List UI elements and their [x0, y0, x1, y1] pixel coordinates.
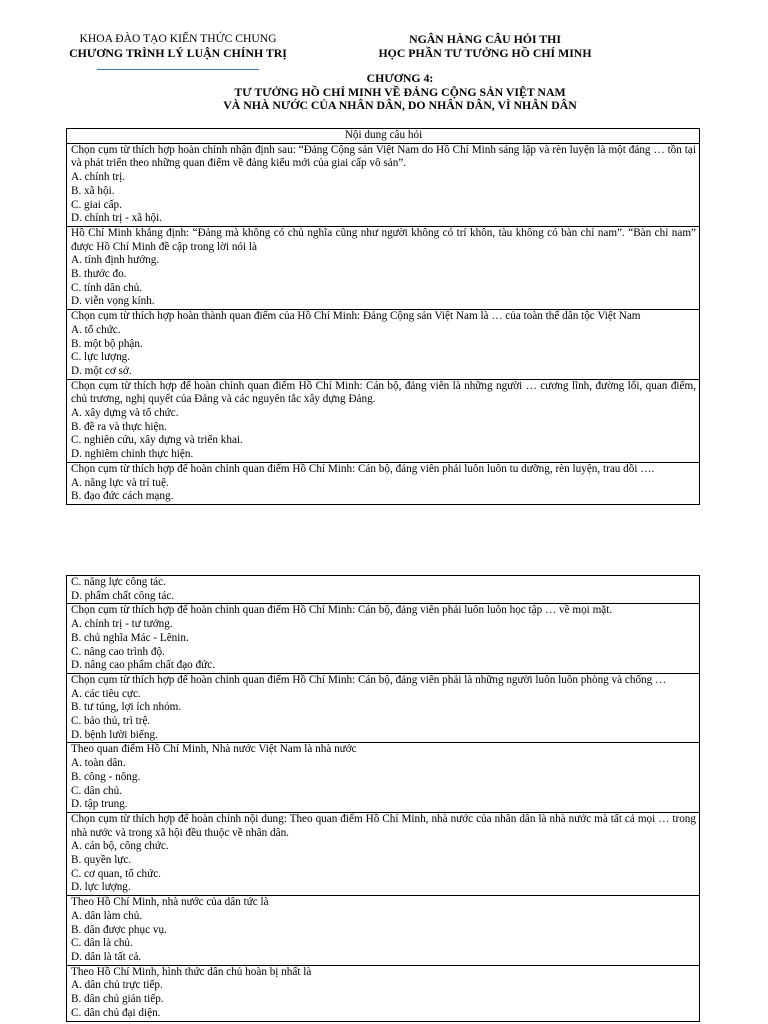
question-cell: [67, 379, 700, 462]
answer-option: B. công - nông.: [71, 770, 141, 783]
question-row: [67, 896, 700, 966]
question-row: [67, 673, 700, 743]
answer-option: A. năng lực và trí tuệ.: [71, 476, 169, 489]
answer-option: B. đề ra và thực hiện.: [71, 420, 167, 433]
answer-option: A. cán bộ, công chức.: [71, 840, 169, 853]
header-underline: [97, 69, 259, 70]
question-row: [67, 576, 700, 604]
answer-option: C. nghiên cứu, xây dựng và triển khai.: [71, 434, 243, 447]
answer-option: D. nghiêm chỉnh thực hiện.: [71, 448, 194, 461]
question-text: Chọn cụm từ thích hợp để hoàn chỉnh quan điểm Hồ Chí Minh: Cán bộ, đảng viên phải luôn luôn học tập … về mọi mặt.: [71, 604, 613, 617]
answer-option: B. chủ nghĩa Mác - Lênin.: [71, 631, 189, 644]
answer-option: B. quyền lực.: [71, 854, 132, 867]
question-cell: [67, 965, 700, 1021]
faculty-name: KHOA ĐÀO TẠO KIẾN THỨC CHUNG: [79, 32, 277, 45]
question-cell: [67, 310, 700, 380]
answer-option: A. chính trị.: [71, 171, 126, 184]
answer-option: B. dân chủ gián tiếp.: [71, 993, 164, 1006]
question-text: Theo Hồ Chí Minh, nhà nước của dân tức là: [71, 896, 269, 909]
chapter-title-line2: VÀ NHÀ NƯỚC CỦA NHÂN DÂN, DO NHÂN DÂN, VÌ NHÂN DÂN: [223, 98, 577, 113]
question-table-page2-body: [67, 576, 700, 1022]
answer-option: D. chính trị - xã hội.: [71, 212, 163, 225]
answer-option: C. cơ quan, tổ chức.: [71, 867, 161, 880]
question-text: Chọn cụm từ thích hợp hoàn chỉnh nhận định sau: “Đảng Cộng sản Việt Nam do Hồ Chí Minh sáng lập và rèn luyện là một đảng … tồn tại và phát triển theo những quan điểm về đảng kiểu mới của giai cấp vô sản”.: [71, 143, 696, 170]
question-text: Chọn cụm từ thích hợp hoàn thành quan điểm của Hồ Chí Minh: Đảng Cộng sản Việt Nam là … của toàn thể dân tộc Việt Nam: [71, 310, 641, 323]
answer-option: D. lực lượng.: [71, 881, 131, 894]
answer-option: D. viễn vọng kính.: [71, 295, 155, 308]
question-text: Theo Hồ Chí Minh, hình thức dân chủ hoàn bị nhất là: [71, 965, 312, 978]
program-name: CHƯƠNG TRÌNH LÝ LUẬN CHÍNH TRỊ: [69, 46, 287, 60]
answer-option: A. tổ chức.: [71, 323, 121, 336]
table-header-cell: Nội dung câu hỏi: [67, 129, 700, 144]
answer-option: A. các tiêu cực.: [71, 687, 141, 700]
question-table-page1: [66, 128, 700, 505]
answer-option: D. nâng cao phẩm chất đạo đức.: [71, 659, 215, 672]
question-text: Chọn cụm từ thích hợp để hoàn chỉnh nội dung: Theo quan điểm Hồ Chí Minh, nhà nước của nhân dân là nhà nước mà tất cả mọi … trong nhà nước và trong xã hội đều thuộc về nhân dân.: [71, 812, 696, 839]
answer-option: B. đạo đức cách mạng.: [71, 490, 174, 503]
chapter-heading: [140, 72, 660, 113]
answer-option: D. phẩm chất công tác.: [71, 589, 175, 602]
question-text: Chọn cụm từ thích hợp để hoàn chỉnh quan điểm Hồ Chí Minh: Cán bộ, đảng viên phải luôn luôn tu dưỡng, rèn luyện, trau dồi ….: [71, 462, 655, 475]
question-cell: [67, 896, 700, 966]
question-cell: [67, 226, 700, 309]
question-table-page2: [66, 575, 700, 1022]
answer-option: C. tính dân chủ.: [71, 281, 143, 294]
answer-option: C. dân chủ đại diện.: [71, 1006, 161, 1019]
answer-option: A. chính trị - tư tưởng.: [71, 618, 173, 631]
question-row: [67, 226, 700, 309]
question-text: Theo quan điểm Hồ Chí Minh, Nhà nước Việt Nam là nhà nước: [71, 743, 357, 756]
question-row: [67, 743, 700, 813]
question-text: Chọn cụm từ thích hợp để hoàn chỉnh quan điểm Hồ Chí Minh: Cán bộ, đảng viên là những người … cương lĩnh, đường lối, quan điểm, chủ trương, nghị quyết của Đảng và các nguyên tắc xây dựng Đảng.: [71, 379, 696, 406]
question-bank-title: NGÂN HÀNG CÂU HỎI THI: [409, 32, 561, 46]
header-title-block: [354, 32, 616, 60]
question-cell: [67, 812, 700, 895]
question-row: [67, 812, 700, 895]
answer-option: C. năng lực công tác.: [71, 576, 166, 588]
question-text: Hồ Chí Minh khẳng định: “Đảng mà không có chủ nghĩa cũng như người không có trí khôn, tàu không có bàn chỉ nam”. “Bàn chỉ nam” được Hồ Chí Minh đề cập trong lời nói là: [71, 226, 696, 253]
answer-option: B. tư túng, lợi ích nhóm.: [71, 701, 182, 714]
header-faculty-block: [52, 32, 304, 70]
question-cell: [67, 604, 700, 674]
chapter-title-line1: TƯ TƯỞNG HỒ CHÍ MINH VỀ ĐẢNG CỘNG SẢN VIỆT NAM: [234, 84, 566, 99]
answer-option: C. dân là chủ.: [71, 937, 133, 950]
question-table-page1-body: [67, 143, 700, 504]
question-cell: [67, 743, 700, 813]
course-title: HỌC PHẦN TƯ TƯỞNG HỒ CHÍ MINH: [378, 46, 592, 60]
chapter-number: CHƯƠNG 4:: [366, 71, 434, 85]
answer-option: C. giai cấp.: [71, 198, 122, 211]
answer-option: D. một cơ sở.: [71, 364, 132, 377]
answer-option: D. dân là tất cả.: [71, 950, 142, 963]
question-row: [67, 965, 700, 1021]
question-text: Chọn cụm từ thích hợp để hoàn chỉnh quan điểm Hồ Chí Minh: Cán bộ, đảng viên phải là những người luôn luôn phòng và chống …: [71, 673, 667, 686]
answer-option: C. dân chủ.: [71, 784, 122, 797]
answer-option: D. tập trung.: [71, 798, 128, 811]
answer-option: B. xã hội.: [71, 184, 115, 197]
question-row: [67, 604, 700, 674]
question-row: [67, 143, 700, 226]
answer-option: B. dân được phục vụ.: [71, 923, 167, 936]
answer-option: B. thước đo.: [71, 268, 127, 281]
answer-option: B. một bộ phận.: [71, 337, 143, 350]
answer-option: C. bảo thủ, trì trệ.: [71, 715, 151, 728]
answer-option: A. toàn dân.: [71, 757, 126, 770]
question-cell: [67, 143, 700, 226]
table-header-row: [67, 129, 700, 144]
answer-option: D. bệnh lười biếng.: [71, 728, 158, 741]
answer-option: A. dân làm chủ.: [71, 909, 143, 922]
question-row: [67, 379, 700, 462]
question-cell: [67, 576, 700, 604]
question-cell: [67, 673, 700, 743]
answer-option: C. nâng cao trình độ.: [71, 645, 165, 658]
answer-option: A. tính định hướng.: [71, 254, 160, 267]
answer-option: A. dân chủ trực tiếp.: [71, 979, 163, 992]
question-row: [67, 462, 700, 504]
question-row: [67, 310, 700, 380]
answer-option: C. lực lượng.: [71, 351, 131, 364]
question-cell: [67, 462, 700, 504]
answer-option: A. xây dựng và tổ chức.: [71, 407, 179, 420]
